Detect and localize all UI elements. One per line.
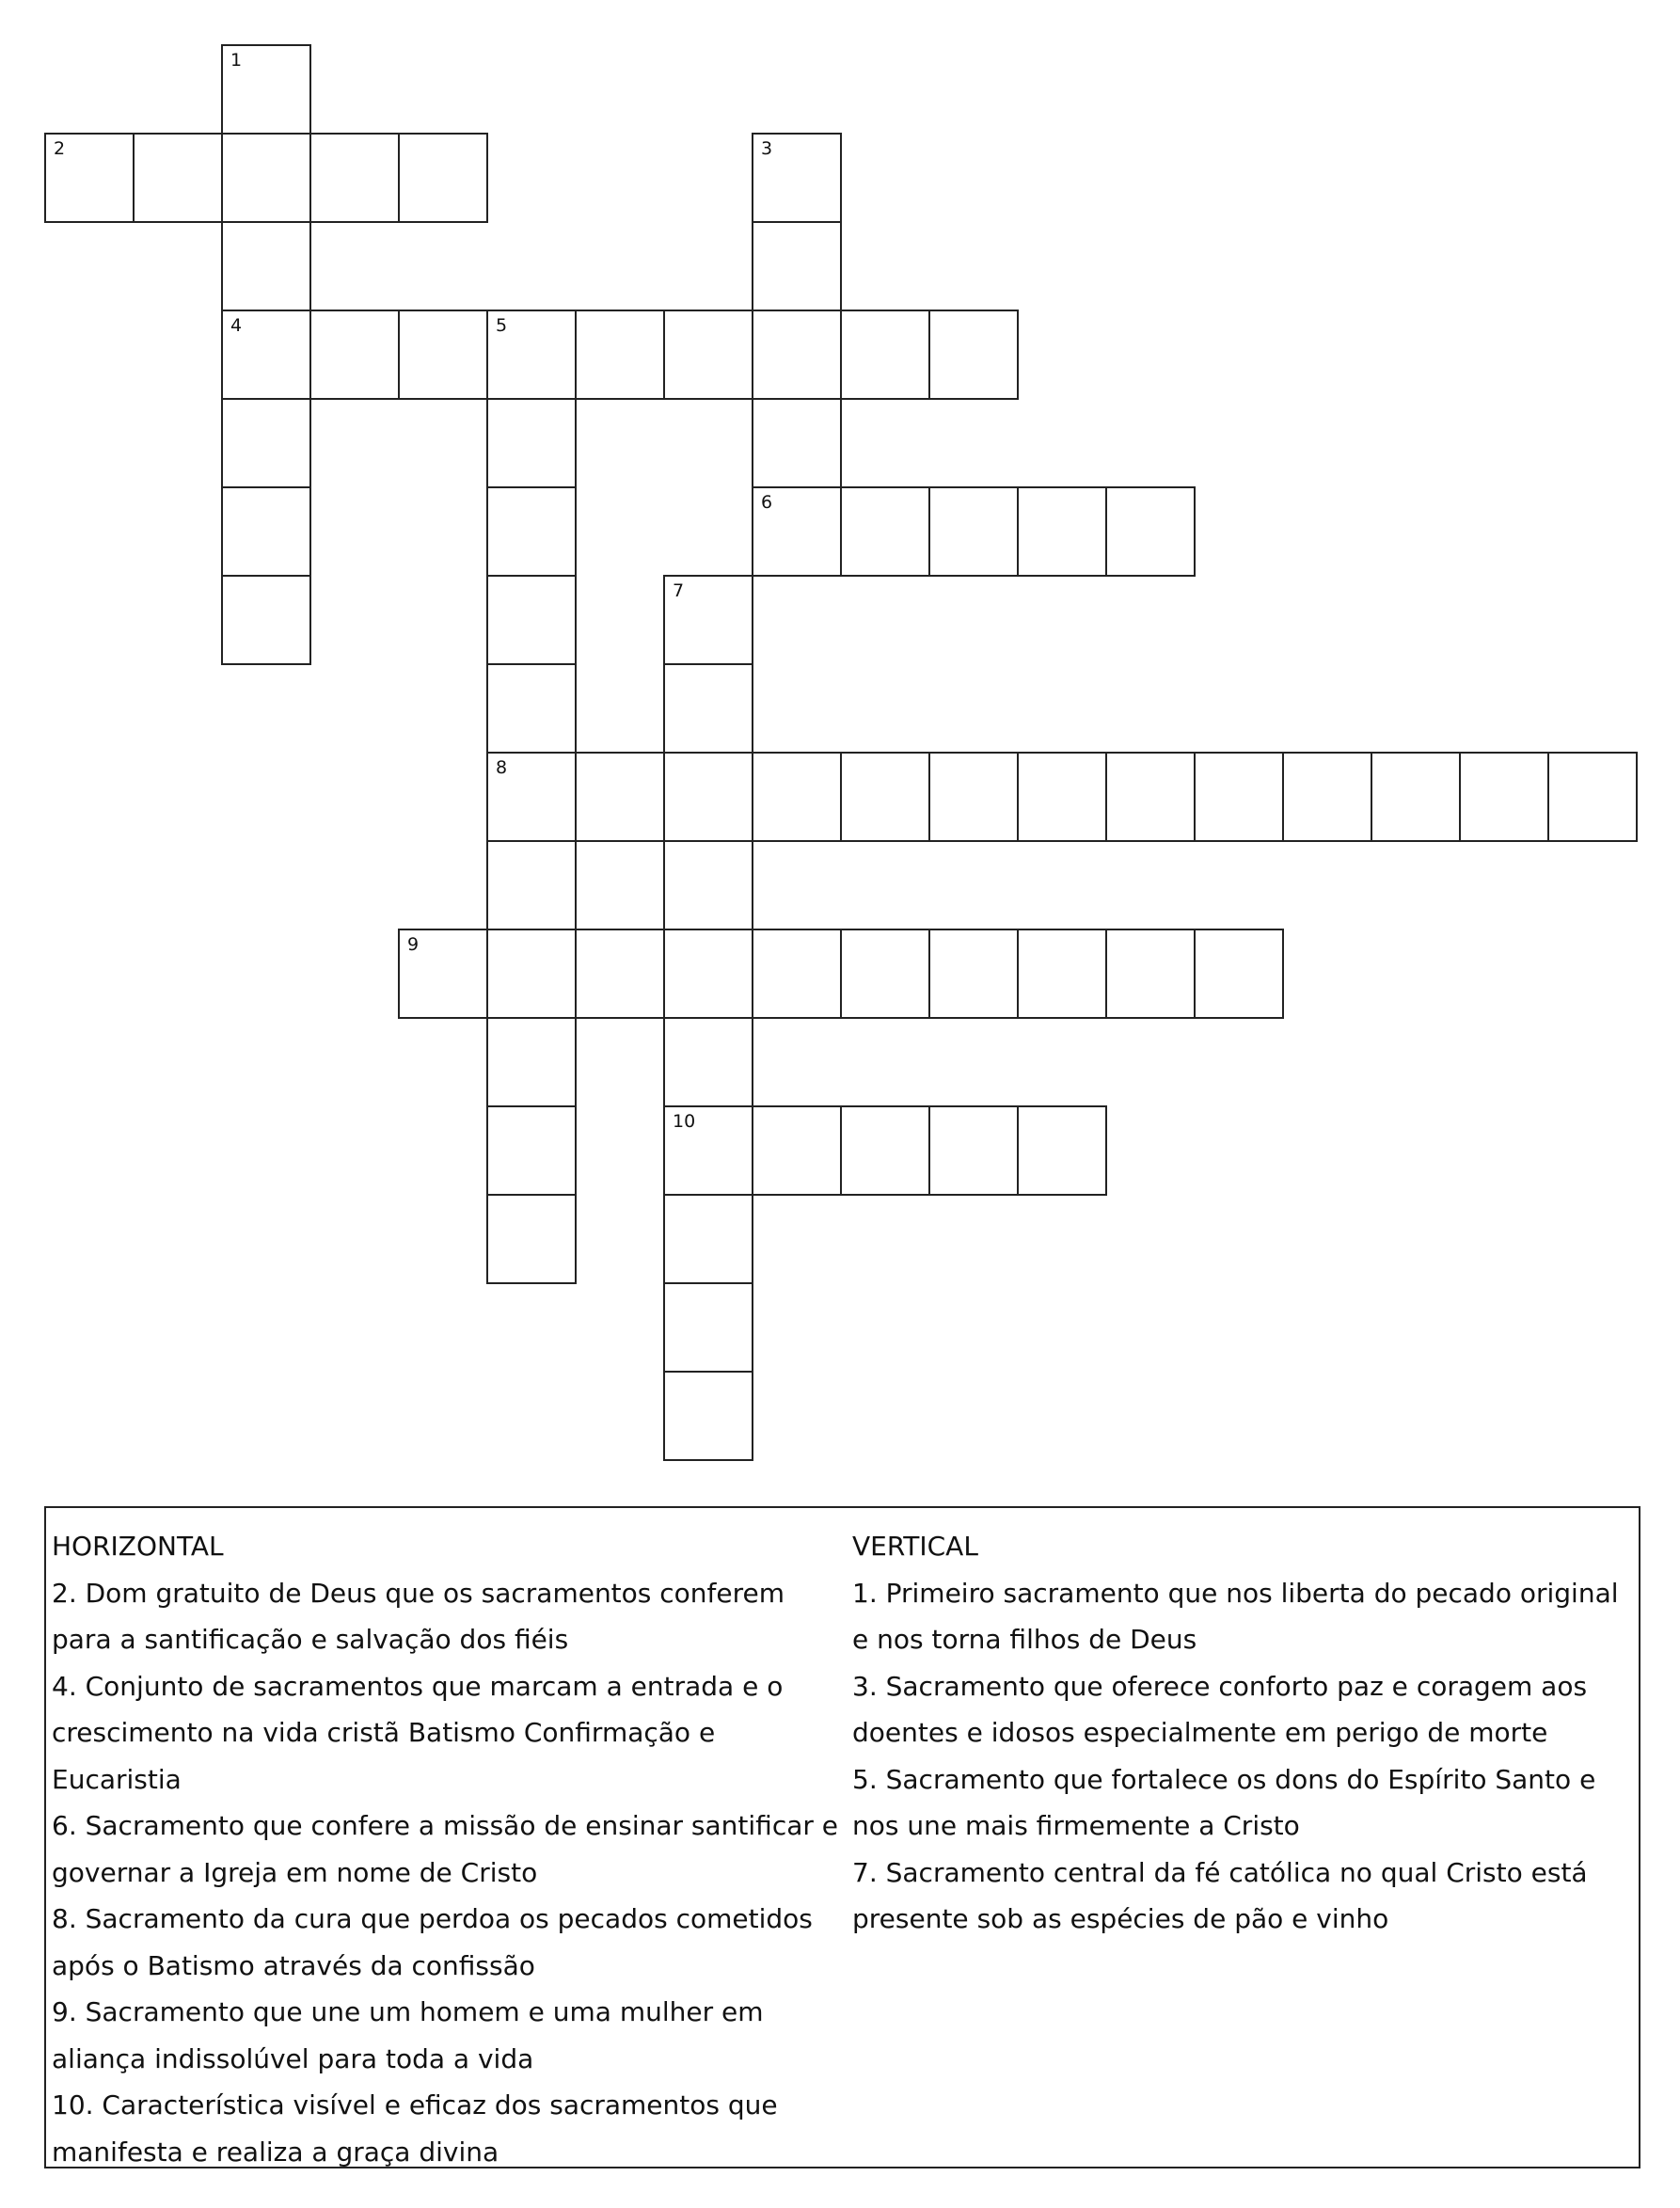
- clue-across-6: 6. Sacramento que confere a missão de ensinar santificar e governar a Igreja em nome de Cristo: [52, 1810, 839, 1888]
- crossword-cell[interactable]: [840, 486, 930, 577]
- clue-down-5: 5. Sacramento que fortalece os dons do Espírito Santo e nos une mais firmemente a Cristo: [852, 1763, 1596, 1841]
- crossword-cell[interactable]: [1017, 1105, 1107, 1196]
- crossword-cell[interactable]: [486, 663, 577, 754]
- crossword-cell[interactable]: [752, 398, 842, 488]
- crossword-cell[interactable]: [663, 1371, 753, 1461]
- crossword-cell[interactable]: [1194, 929, 1284, 1019]
- crossword-cell[interactable]: [486, 575, 577, 665]
- crossword-cell[interactable]: [221, 44, 311, 135]
- crossword-cell[interactable]: [486, 310, 577, 400]
- crossword-cell[interactable]: [1017, 752, 1107, 842]
- crossword-cell[interactable]: [663, 575, 753, 665]
- clue-number: 5: [496, 315, 508, 336]
- crossword-cell[interactable]: [752, 929, 842, 1019]
- crossword-cell[interactable]: [486, 1105, 577, 1196]
- clue-number: 6: [761, 492, 773, 513]
- crossword-cell[interactable]: [928, 1105, 1019, 1196]
- clue-across-2: 2. Dom gratuito de Deus que os sacramentos conferem para a santificação e salvação dos fiéis: [52, 1577, 785, 1655]
- crossword-cell[interactable]: [840, 310, 930, 400]
- clue-number: 2: [54, 138, 66, 159]
- crossword-cell[interactable]: [752, 221, 842, 311]
- crossword-cell[interactable]: [752, 1105, 842, 1196]
- crossword-cell[interactable]: [398, 133, 488, 223]
- clue-number: 3: [761, 138, 773, 159]
- crossword-cell[interactable]: [221, 310, 311, 400]
- crossword-cell[interactable]: [752, 752, 842, 842]
- crossword-cell[interactable]: [221, 221, 311, 311]
- horizontal-title: HORIZONTAL: [52, 1531, 224, 1562]
- crossword-cell[interactable]: [221, 398, 311, 488]
- clue-across-8: 8. Sacramento da cura que perdoa os pecados cometidos após o Batismo através da confissão: [52, 1903, 813, 1981]
- crossword-cell[interactable]: [663, 310, 753, 400]
- horizontal-clues: [52, 1523, 851, 2175]
- crossword-cell[interactable]: [663, 1105, 753, 1196]
- clue-number: 1: [230, 50, 243, 71]
- crossword-cell[interactable]: [575, 929, 665, 1019]
- crossword-cell[interactable]: [575, 752, 665, 842]
- crossword-cell[interactable]: [1105, 752, 1196, 842]
- crossword-cell[interactable]: [1105, 486, 1196, 577]
- crossword-cell[interactable]: [486, 1194, 577, 1284]
- clue-across-10: 10. Característica visível e eficaz dos sacramentos que manifesta e realiza a graça divina: [52, 2089, 778, 2168]
- clue-box: [44, 1506, 1640, 2168]
- crossword-cell[interactable]: [221, 575, 311, 665]
- crossword-cell[interactable]: [663, 929, 753, 1019]
- crossword-cell[interactable]: [221, 486, 311, 577]
- clue-down-1: 1. Primeiro sacramento que nos liberta do pecado original e nos torna filhos de Deus: [852, 1577, 1619, 1655]
- crossword-cell[interactable]: [1282, 752, 1372, 842]
- crossword-cell[interactable]: [486, 486, 577, 577]
- crossword-cell[interactable]: [486, 840, 577, 930]
- vertical-clues: [852, 1523, 1633, 1943]
- crossword-cell[interactable]: [752, 133, 842, 223]
- crossword-cell[interactable]: [1105, 929, 1196, 1019]
- crossword-cell[interactable]: [1547, 752, 1638, 842]
- clue-down-3: 3. Sacramento que oferece conforto paz e coragem aos doentes e idosos especialmente em perigo de morte: [852, 1670, 1588, 1748]
- crossword-cell[interactable]: [663, 1194, 753, 1284]
- crossword-cell[interactable]: [663, 1282, 753, 1373]
- crossword-cell[interactable]: [1371, 752, 1461, 842]
- crossword-cell[interactable]: [575, 310, 665, 400]
- crossword-cell[interactable]: [309, 310, 400, 400]
- crossword-cell[interactable]: [1459, 752, 1549, 842]
- clue-down-7: 7. Sacramento central da fé católica no qual Cristo está presente sob as espécies de pão e vinho: [852, 1856, 1588, 1934]
- clue-across-9: 9. Sacramento que une um homem e uma mulher em aliança indissolúvel para toda a vida: [52, 1996, 764, 2074]
- clue-number: 7: [673, 580, 685, 601]
- crossword-cell[interactable]: [1017, 929, 1107, 1019]
- crossword-cell[interactable]: [928, 752, 1019, 842]
- crossword-cell[interactable]: [663, 840, 753, 930]
- crossword-cell[interactable]: [221, 133, 311, 223]
- clue-number: 10: [673, 1111, 696, 1132]
- crossword-cell[interactable]: [928, 486, 1019, 577]
- crossword-cell[interactable]: [840, 1105, 930, 1196]
- crossword-cell[interactable]: [928, 929, 1019, 1019]
- crossword-cell[interactable]: [486, 1017, 577, 1107]
- crossword-cell[interactable]: [486, 929, 577, 1019]
- crossword-cell[interactable]: [663, 752, 753, 842]
- crossword-cell[interactable]: [840, 929, 930, 1019]
- crossword-cell[interactable]: [1194, 752, 1284, 842]
- vertical-title: VERTICAL: [852, 1531, 978, 1562]
- clue-across-4: 4. Conjunto de sacramentos que marcam a entrada e o crescimento na vida cristã Batismo Confirmação e Eucaristia: [52, 1670, 784, 1795]
- crossword-cell[interactable]: [752, 310, 842, 400]
- crossword-cell[interactable]: [840, 752, 930, 842]
- crossword-cell[interactable]: [44, 133, 135, 223]
- clue-number: 9: [407, 934, 420, 955]
- crossword-cell[interactable]: [663, 663, 753, 754]
- crossword-cell[interactable]: [752, 486, 842, 577]
- crossword-cell[interactable]: [133, 133, 223, 223]
- crossword-cell[interactable]: [1017, 486, 1107, 577]
- clue-number: 8: [496, 757, 508, 778]
- crossword-cell[interactable]: [486, 752, 577, 842]
- crossword-cell[interactable]: [663, 1017, 753, 1107]
- crossword-cell[interactable]: [928, 310, 1019, 400]
- crossword-cell[interactable]: [398, 929, 488, 1019]
- clue-number: 4: [230, 315, 243, 336]
- crossword-cell[interactable]: [309, 133, 400, 223]
- crossword-cell[interactable]: [398, 310, 488, 400]
- crossword-cell[interactable]: [486, 398, 577, 488]
